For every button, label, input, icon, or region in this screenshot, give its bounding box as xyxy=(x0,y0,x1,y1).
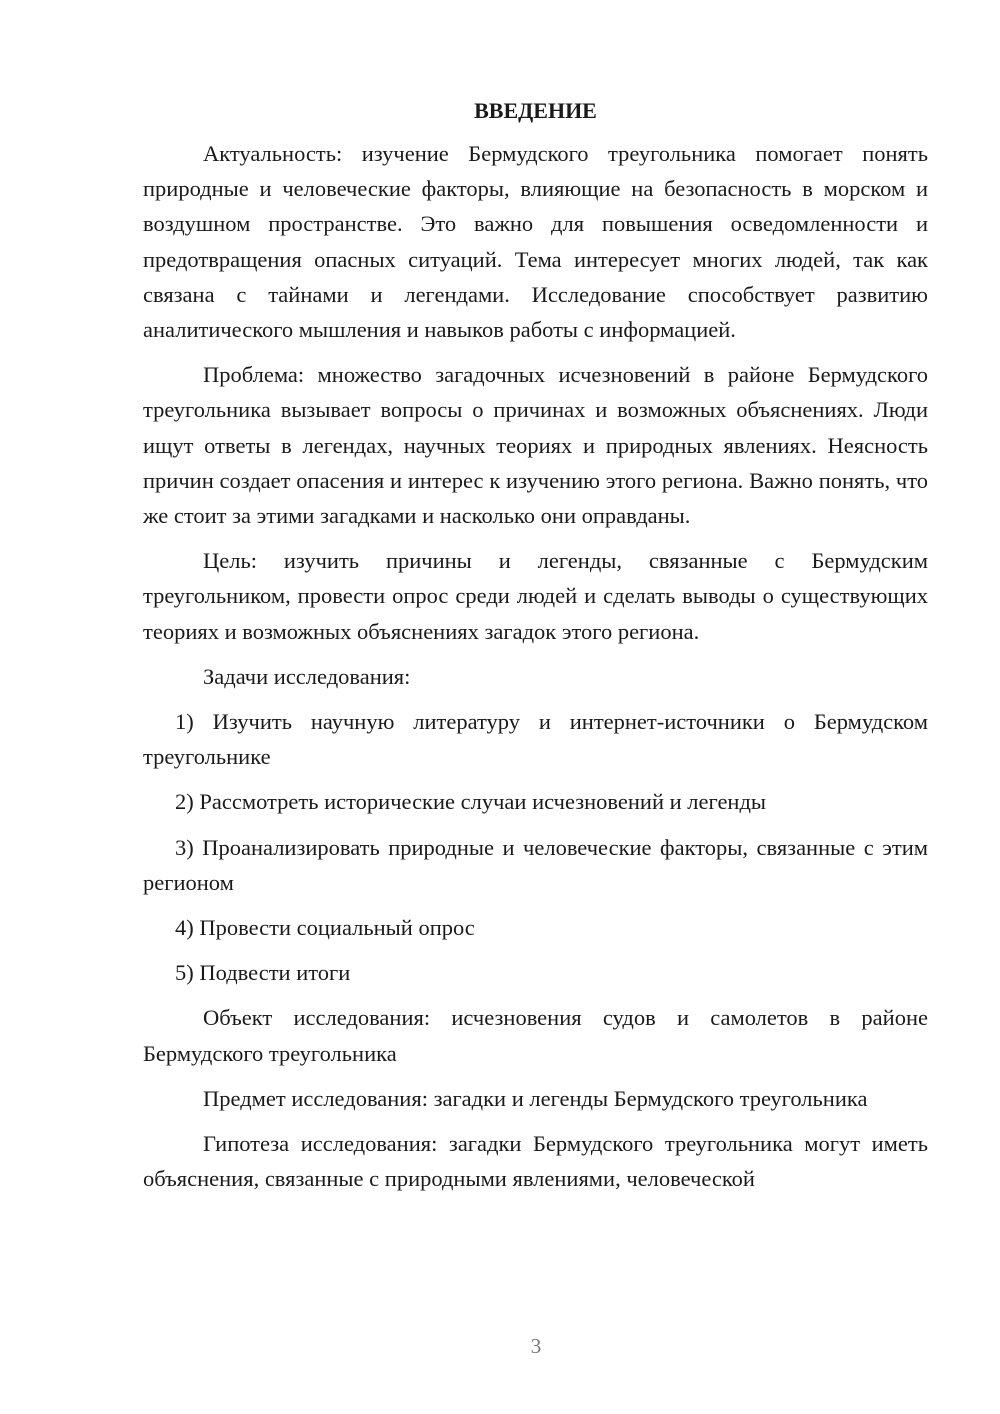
task-item: 5) Подвести итоги xyxy=(175,960,351,986)
document-page xyxy=(143,96,928,1206)
task-item: 2) Рассмотреть исторические случаи исчезновений и легенды xyxy=(175,789,767,815)
task-item: 4) Провести социальный опрос xyxy=(175,915,475,941)
paragraph-goal: Цель: изучить причины и легенды, связанные с Бермудским треугольником, провести опрос среди людей и сделать выводы о существующих теориях и возможных объяснениях загадок этого региона. xyxy=(143,548,928,644)
paragraph-tasks-heading: Задачи исследования: xyxy=(203,663,411,689)
task-item: 3) Проанализировать природные и человеческие факторы, связанные с этим регионом xyxy=(143,834,928,895)
task-item: 1) Изучить научную литературу и интернет-источники о Бермудском треугольнике xyxy=(143,709,928,770)
paragraph-relevance: Актуальность: изучение Бермудского треугольника помогает понять природные и человеческие факторы, влияющие на безопасность в морском и воздушном пространстве. Это важно для повышения осведомленности и предотвращения опасных ситуаций. Тема интересует многих людей, так как связана с тайнами и легендами. Исследование способствует развитию аналитического мышления и навыков работы с информацией. xyxy=(143,141,928,343)
paragraph-hypothesis: Гипотеза исследования: загадки Бермудского треугольника могут иметь объяснения, связанные с природными явлениями, человеческой xyxy=(143,1131,928,1192)
page-title: ВВЕДЕНИЕ xyxy=(474,98,597,123)
page-number: 3 xyxy=(530,1334,542,1358)
paragraph-object: Объект исследования: исчезновения судов и самолетов в районе Бермудского треугольника xyxy=(143,1005,928,1066)
paragraph-problem: Проблема: множество загадочных исчезновений в районе Бермудского треугольника вызывает вопросы о причинах и возможных объяснениях. Люди ищут ответы в легендах, научных теориях и природных явлениях. Неясность причин создает опасения и интерес к изучению этого региона. Важно понять, что же стоит за этими загадками и насколько они оправданы. xyxy=(143,362,928,529)
paragraph-subject: Предмет исследования: загадки и легенды Бермудского треугольника xyxy=(203,1085,868,1111)
